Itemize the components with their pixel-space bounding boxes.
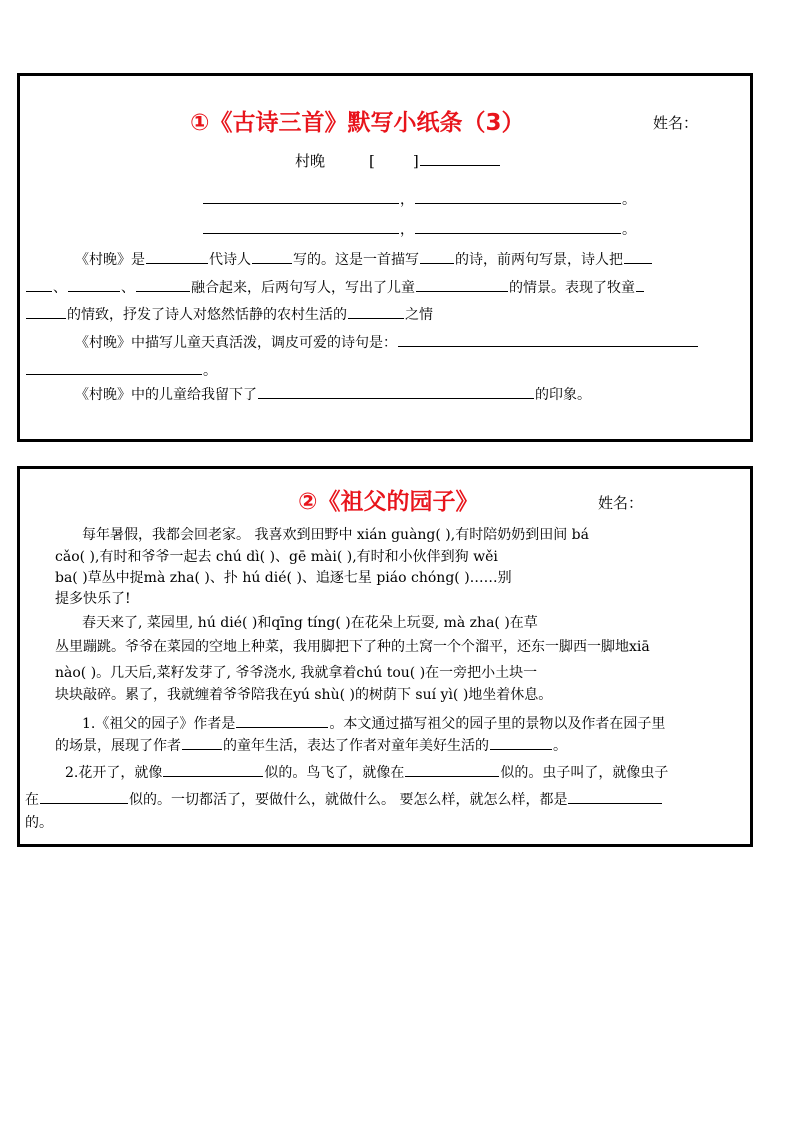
c2-q2-text: 似的。一切都活了，要做什么，就做什么。 要怎么样，就怎么样，都是 [129,792,568,808]
note-card-1 [17,73,753,442]
q1-blank-scene[interactable] [420,249,454,264]
para1-line-1: 每年暑假，我都会回老家。 我喜欢到田野中 xián guàng( ),有时陪奶奶到田间 bá [82,527,589,543]
c2-q2-text: 在 [25,792,39,808]
card1-title: ①《古诗三首》默写小纸条（3） [190,110,525,136]
para1-line-2: cǎo( ),有时和爷爷一起去 chú dì( )、gē mài( ),有时和小伙伴到狗 wěi [55,549,498,565]
para1-line-4: 提多快乐了! [55,591,131,607]
q3-text: 的印象。 [535,387,591,403]
q1-blank-f[interactable] [636,277,644,292]
c2-q1-blank-childhood[interactable] [182,735,222,750]
poem-line-1 [202,189,636,210]
c2-q1-line-2 [55,735,567,756]
c2-q2-line-1 [65,762,668,783]
poem-title: 村晚 [295,152,326,170]
card1-name-field[interactable] [705,110,745,132]
c2-q2-line-2 [25,789,663,810]
q2-text: 《村晚》中描写儿童天真活泼，调皮可爱的诗句是： [75,335,397,351]
q2-blank-2[interactable] [26,360,202,375]
q1-blank-h[interactable] [348,304,404,319]
q2-line-1 [75,332,699,353]
para2-line-2: 丛里蹦跳。爷爷在菜园的空地上种菜，我用脚把下了种的土窝一个个溜平，还东一脚西一脚地xiā [55,639,650,655]
c2-q1-text: 的场景，展现了作者 [55,738,181,754]
c2-q1-text: 1.《祖父的园子》作者是 [82,716,236,732]
q1-blank-e[interactable] [416,277,508,292]
q1-blank-poet[interactable] [252,249,292,264]
q3-blank[interactable] [258,384,534,399]
c2-q2-blank-1[interactable] [163,762,263,777]
poem-blank-1[interactable] [203,189,399,204]
c2-q2-text: 似的。鸟飞了，就像在 [264,765,405,781]
bracket-open: [ [369,152,375,170]
c2-q2-text: 似的。虫子叫了，就像虫子 [500,765,669,781]
poem-blank-4[interactable] [415,219,621,234]
q2-text: 。 [203,363,217,379]
comma: ， [400,192,414,208]
card2-name-label: 姓名： [598,494,644,512]
card1-name-label: 姓名： [653,114,699,132]
q2-blank-1[interactable] [398,332,698,347]
c2-q1-text: 。 [553,738,567,754]
c2-q1-text: 。本文通过描写祖父的园子里的景物以及作者在园子里 [329,716,666,732]
poem-blank-2[interactable] [415,189,621,204]
c2-q1-text: 的童年生活，表达了作者对童年美好生活的 [223,738,489,754]
c2-q1-blank-author[interactable] [236,713,328,728]
q1-text: 的诗，前两句写景，诗人把 [455,252,623,268]
q1-blank-c[interactable] [68,277,120,292]
c2-q2-blank-2[interactable] [405,762,499,777]
q1-text: 、 [121,280,135,296]
card2-title: ②《祖父的园子》 [298,489,479,515]
c2-q1-blank-feeling[interactable] [490,735,552,750]
period: 。 [622,222,636,238]
para2-line-3: nào( )。几天后,菜籽发芽了, 爷爷浇水, 我就拿着chú tou( )在一旁把小土块一 [55,665,538,681]
q1-blank-a[interactable] [624,249,652,264]
c2-q2-text: 的。 [25,815,53,831]
dynasty-blank[interactable] [376,152,412,166]
para1-line-3: ba( )草丛中捉mà zha( )、扑 hú dié( )、追逐七星 piáo chóng( )……别 [55,570,512,586]
c2-q1-line-1 [82,713,665,734]
q1-text: 《村晚》是 [75,252,145,268]
q1-line-3 [25,304,433,325]
q1-text: 的情致，抒发了诗人对悠然恬静的农村生活的 [67,307,347,323]
q1-blank-b[interactable] [26,277,52,292]
q1-text: 代诗人 [209,252,251,268]
para2-line-1: 春天来了, 菜园里, hú dié( )和qīng tíng( )在花朵上玩耍, mà zha( )在草 [82,615,538,631]
q1-text: 融合起来，后两句写人，写出了儿童 [191,280,415,296]
q2-line-2 [25,360,217,381]
q1-line-1 [75,249,653,270]
note-card-2 [17,466,753,847]
comma: ， [400,222,414,238]
period: 。 [622,192,636,208]
bracket-close: ] [412,152,419,170]
card2-name-field[interactable] [650,489,710,511]
q1-blank-g[interactable] [26,304,66,319]
q1-text: 的情景。表现了牧童 [509,280,635,296]
poem-line-2 [202,219,636,240]
q1-text: 写的。这是一首描写 [293,252,419,268]
poem-title-line [295,151,501,171]
q3-text: 《村晚》中的儿童给我留下了 [75,387,257,403]
para2-line-4: 块块敲碎。累了，我就缠着爷爷陪我在yú shù( )的树荫下 suí yì( )地坐着休息。 [55,687,553,703]
q1-text: 之情 [405,307,433,323]
c2-q2-line-3 [25,813,53,833]
q1-blank-d[interactable] [136,277,190,292]
poem-blank-3[interactable] [203,219,399,234]
c2-q2-text: 2.花开了，就像 [65,765,163,781]
poet-blank[interactable] [420,151,500,166]
q1-line-2 [25,277,645,298]
c2-q2-blank-3[interactable] [40,789,128,804]
q3-line [75,384,591,405]
q1-blank-dynasty[interactable] [146,249,208,264]
q1-text: 、 [53,280,67,296]
c2-q2-blank-4[interactable] [568,789,662,804]
